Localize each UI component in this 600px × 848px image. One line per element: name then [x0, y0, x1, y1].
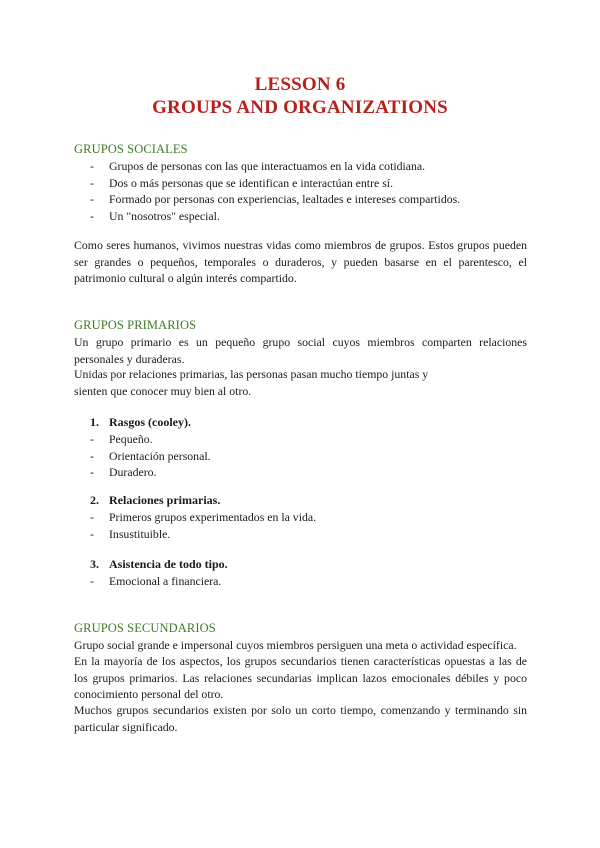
list-item-text: Grupos de personas con las que interactuamos en la vida cotidiana. [109, 159, 426, 173]
list-item [90, 158, 460, 175]
list-item [90, 509, 316, 526]
list-item-text: Formado por personas con experiencias, lealtades e intereses compartidos. [109, 192, 461, 206]
bullet-dash: - [90, 526, 94, 541]
bullet-dash: - [90, 208, 94, 223]
list-item [90, 431, 211, 448]
asistencia-bullet-list [90, 573, 221, 590]
grupos-primarios-paragraph-1: Un grupo primario es un pequeño grupo social cuyos miembros comparten relaciones personales y duraderas. [74, 335, 527, 366]
numbered-heading-asistencia: 3. Asistencia de todo tipo. [90, 557, 228, 571]
lesson-number-title: LESSON 6 [254, 74, 346, 95]
list-item-text: Orientación personal. [109, 448, 211, 463]
list-item [90, 175, 460, 192]
list-item-text: Emocional a financiera. [109, 574, 222, 588]
bullet-dash: - [90, 159, 94, 173]
bullet-dash: - [90, 175, 94, 190]
section-heading-grupos-secundarios: GRUPOS SECUNDARIOS [74, 621, 216, 635]
list-item [90, 448, 211, 465]
bullet-dash: - [90, 510, 94, 524]
section-heading-grupos-sociales: GRUPOS SOCIALES [74, 142, 188, 156]
list-item [90, 573, 221, 590]
list-item-text: Dos o más personas que se identifican e interactúan entre sí. [109, 175, 394, 190]
grupos-sociales-bullet-list [90, 158, 460, 224]
grupos-primarios-paragraph-2: Unidas por relaciones primarias, las personas pasan mucho tiempo juntas y sienten que conocer muy bien al otro. [74, 367, 429, 398]
bullet-dash: - [90, 574, 94, 588]
bullet-dash: - [90, 192, 94, 206]
grupos-secundarios-paragraph-2: En la mayoría de los aspectos, los grupos secundarios tienen características opuestas a las de los grupos primarios. Las relaciones secundarias implican lazos emocionales débiles y poco conocimiento personal del otro. [74, 654, 527, 702]
section-heading-grupos-primarios: GRUPOS PRIMARIOS [74, 318, 197, 332]
list-item [90, 526, 316, 543]
list-item [90, 464, 211, 481]
bullet-dash: - [90, 448, 94, 463]
list-item [90, 191, 460, 208]
list-item-text: Un "nosotros" especial. [109, 208, 220, 223]
list-item-text: Duradero. [109, 465, 157, 479]
bullet-dash: - [90, 432, 94, 446]
numbered-heading-relaciones-primarias: 2. Relaciones primarias. [90, 493, 221, 507]
grupos-sociales-paragraph: Como seres humanos, vivimos nuestras vidas como miembros de grupos. Estos grupos pueden ser grandes o pequeños, temporales o duraderos, y pueden basarse en el parentesco, el patrimonio cultural o algún interés compartido. [74, 238, 527, 286]
relaciones-primarias-bullet-list [90, 509, 316, 542]
list-item [90, 208, 460, 225]
bullet-dash: - [90, 465, 94, 479]
numbered-heading-rasgos: 1. Rasgos (cooley). [90, 415, 191, 429]
list-item-text: Primeros grupos experimentados en la vida. [109, 510, 317, 524]
grupos-secundarios-paragraph-1: Grupo social grande e impersonal cuyos miembros persiguen una meta o actividad específica. [74, 638, 517, 652]
list-item-text: Insustituible. [109, 526, 171, 541]
grupos-secundarios-paragraph-3: Muchos grupos secundarios existen por solo un corto tiempo, comenzando y terminando sin particular significado. [74, 703, 527, 734]
list-item-text: Pequeño. [109, 432, 153, 446]
rasgos-bullet-list [90, 431, 211, 481]
lesson-topic-title: GROUPS AND ORGANIZATIONS [152, 97, 448, 118]
